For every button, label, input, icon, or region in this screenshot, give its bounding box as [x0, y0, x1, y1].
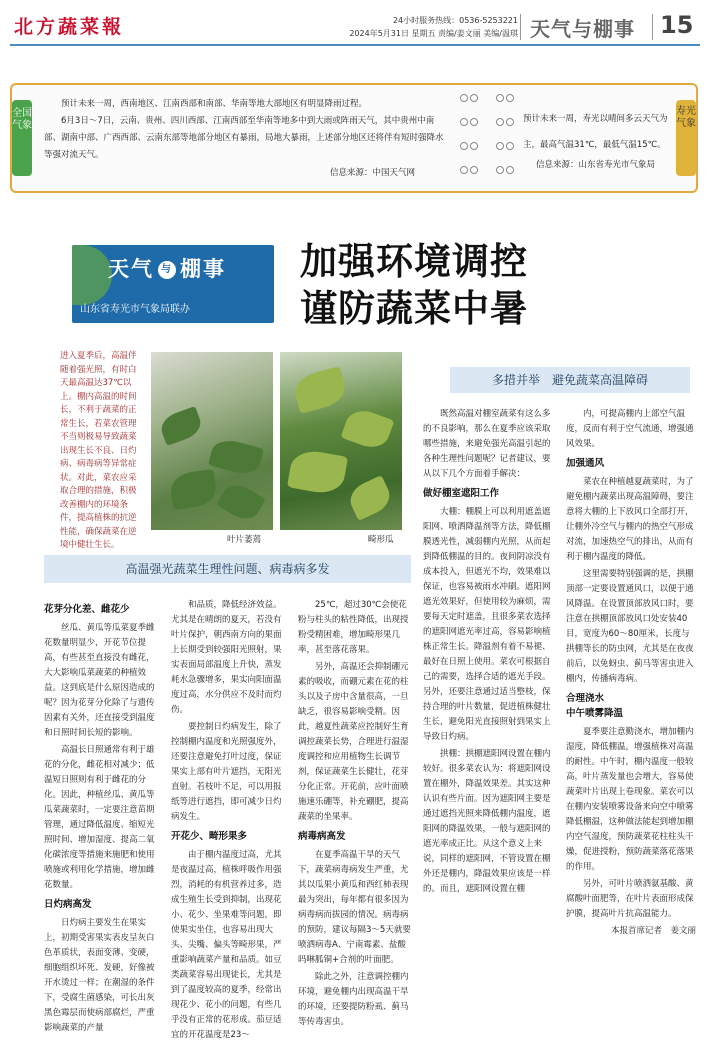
binder-ring-icon — [470, 94, 478, 102]
binder-ring-icon — [460, 166, 468, 174]
binder-ring-icon — [496, 118, 504, 126]
binder-ring-icon — [506, 94, 514, 102]
binder-ring-icon — [506, 166, 514, 174]
section-heading-right: 多措并举 避免蔬菜高温障碍 — [450, 367, 690, 393]
national-forecast-p1: 预计未来一周，西南地区、江南西部和南部、华南等地大部地区有明显降雨过程。 — [61, 99, 368, 109]
paragraph: 高温长日照通常有利于雄花的分化，雌花相对减少；低温短日照则有利于雌花的分化。因此，种植丝瓜、黄瓜等瓜菜蔬菜时，一定要注意苗期管理，通过降低温度、缩短光照时间、增加湿度、提高二氧化碳浓度等措施来施肥和使用喷施或利用化学措施，增加雌花数量。 — [44, 745, 155, 890]
section-heading-left: 高温强光蔬菜生理性问题、病毒病多发 — [44, 555, 411, 583]
subheading: 加强通风 — [566, 458, 605, 469]
column-logo-title: 天气 与 棚事 — [108, 257, 226, 281]
subheading: 花芽分化差、雌花少 — [44, 604, 130, 615]
paragraph: 除此之外，注意调控棚内环境，避免棚内出现高温干旱的环境，还要提防粉虱、蓟马等传毒害虫。 — [298, 972, 409, 1027]
binder-ring-icon — [496, 94, 504, 102]
paragraph: 要控制日灼病发生，除了控制棚内温度和光照强度外，还要注意避免打叶过度，保证果实上部有叶片遮挡，无阳光直射。若枝叶不足，可以用报纸等进行遮挡，即可减少日灼病发生。 — [171, 722, 282, 822]
hotline: 24小时服务热线：0536-5253221 — [392, 16, 518, 25]
page-number: 15 — [660, 11, 694, 39]
national-weather-tab: 全国气象 — [12, 100, 32, 176]
binder-ring-icon — [506, 118, 514, 126]
paragraph: 这里需要特别强调的是，拱棚顶部一定要设置通风口，以便于通风降温。在设置顶部放风口时，要注意在拱棚顶部放风口处安装40目，宽度为60～80厘米，长度与拱棚等长的防虫网，尤其是在夜夜前后，以免蚜虫、蓟马等害虫进入棚内，传播病毒病。 — [566, 569, 694, 684]
masthead-info — [318, 14, 518, 40]
paragraph: 夏季要注意勤浇水，增加棚内湿度，降低棚温，增强植株对高温的耐性。中午时，棚内温度一般较高，叶片蒸发量也会增大，容易使蔬菜叶片出现上卷现象。菜农可以在棚内安装喷雾设备来向空中喷雾降低棚温，这种做法能起到增加棚内空气湿度，预防蔬菜花柱柱头干燥，促进授粉，预防蔬菜落花落果的作用。 — [566, 727, 694, 872]
article-column-5 — [566, 407, 696, 939]
paragraph: 另外，高温还会抑制硼元素的吸收，而硼元素在花的柱头以及子房中含量很高，一旦缺乏，很容易影响受精。因此，越夏性蔬菜应控制好生育调控蔬菜长势，合理进行温湿度调控和应用植物生长调节剂，保证蔬菜生长健壮，花芽分化正常。开花前，应叶面喷施速乐硼等，补充硼肥，提高蔬菜的坐果率。 — [298, 662, 409, 822]
paragraph: 由于棚内温度过高，尤其是夜温过高，植株呼吸作用强烈，消耗的有机营养过多，造成生殖生长受到抑制，出现花小、花少、坐果难等问题，即使果实坐住，也容易出现大头、尖嘴、偏头等畸形果，严重影响蔬菜产量和品质。如豆类蔬菜容易出现徒长，尤其是到了温度较高的夏季，经常出现花少、花小的问题，有些几乎没有正常的花形成。茄豆适宜的开花温度是23～ — [171, 850, 282, 1040]
local-source: 信息来源：山东省寿光市气象局 — [536, 160, 656, 170]
divider — [652, 14, 653, 40]
binder-ring-icon — [460, 118, 468, 126]
photo-wilted-leaves — [151, 352, 273, 530]
paragraph: 日灼病主要发生在果实上，初期受害果实表皮呈灰白色革质状，表面变薄、变硬，细胞组织坏死、发硬，好像被开水烫过一样；在潮湿的条件下，受腐生菌感染，可长出灰黑色霉层而使病部腐烂，严重影响蔬菜的产量 — [44, 918, 155, 1033]
subheading: 做好棚室遮阳工作 — [423, 488, 500, 499]
paragraph: 丝瓜、黄瓜等瓜菜夏季雌花数量明显少，开花节位提高，有些甚至直接没有雌花，大大影响瓜菜蔬菜的种植效益。这到底是什么原因造成的呢？因为花芽分化除了与遗传因素有关外，还直接受到温度和日照时间长短的影响。 — [44, 623, 155, 738]
subheading: 合理浇水 — [566, 693, 605, 704]
binder-ring-icon — [460, 142, 468, 150]
local-forecast: 预计未来一周，寿光以晴间多云天气为主，最高气温31℃，最低气温15℃。 — [523, 114, 668, 150]
binder-ring-icon — [506, 142, 514, 150]
paragraph: 内，可提高棚内上部空气温度，反而有利于空气流通，增强通风效果。 — [566, 409, 694, 449]
binder-ring-icon — [470, 166, 478, 174]
paragraph: 25℃，超过30℃会使花粉与柱头的粘性降低，出现授粉受精困难，增加畸形果几率，甚至落花落果。 — [298, 600, 409, 655]
national-forecast — [44, 96, 444, 164]
subheading: 中午喷雾降温 — [566, 708, 624, 719]
paragraph: 和品质，降低经济效益。尤其是在晴朗的夏天，若没有叶片保护，朝西南方向的果面上长期受到较强阳光照射，果实表面局部温度上升快，蒸发耗水急骤增多，果实向阳面温度过高，水分供应不及时而灼伤。 — [171, 600, 282, 715]
masthead-rule — [10, 44, 700, 46]
photo-deformed-cucumber — [280, 352, 402, 530]
byline: 本报首席记者 姜文丽 — [610, 926, 696, 936]
binder-ring-icon — [496, 142, 504, 150]
article-column-4 — [423, 407, 551, 899]
subheading: 病毒病高发 — [298, 831, 346, 842]
photo-caption: 叶片萎蔫 — [227, 535, 262, 545]
binder-ring-icon — [470, 142, 478, 150]
national-forecast-p2: 6月3日～7日，云南、贵州、四川西部、江南西部至华南等地多中到大雨或阵雨天气，其中贵州中南部、湖南中部、广西西部、云南东部等地部分地区有暴雨，局地大暴雨，上述部分地区还将伴有短时强降水等强对流天气。 — [44, 116, 444, 160]
binder-ring-icon — [496, 166, 504, 174]
headline-line2: 谨防蔬菜中暑 — [300, 286, 528, 330]
paragraph: 既然高温对棚室蔬菜有这么多的不良影响，那么在夏季应该采取哪些措施，来避免强光高温引起的各种生理性问题呢？记者建议，要从以下几个方面着手解决： — [423, 409, 551, 479]
paragraph: 菜农在种植越夏蔬菜时，为了避免棚内蔬菜出现高温障碍，要注意将大棚的上下放风口全部打开，让棚外冷空气与棚内的热空气形成对流，加速热空气的排出，从而有利于棚内温度的降低。 — [566, 477, 694, 562]
paragraph: 拱棚：拱棚遮阳网设置在棚内较好。很多菜农认为：将遮阳网设置在棚外，降温效果差。其实这种认识有些片面。因为遮阳网主要是通过遮挡光照来降低棚内温度，遮阳网的降温效果，一般与遮阳网的遮光率成正比。从这个意义上来说，同样的遮阳网，不管设置在棚外还是棚内，降温效果应该是一样的。而且，遮阳网设置在棚 — [423, 749, 551, 894]
national-source: 信息来源：中国天气网 — [330, 168, 416, 178]
map-icon — [72, 245, 112, 305]
paragraph: 在夏季高温干旱的天气下，蔬菜病毒病发生严重，尤其以瓜果小黄瓜和西红柿表现最为突出，每年都有很多因为病毒病而拔园的情况。病毒病的预防，建议每隔3～5天就要喷洒病毒A、宁南霉素、盐酸吗啉胍铜+合剂的叶面肥。 — [298, 850, 411, 965]
local-weather-tab: 寿光气象 — [676, 100, 696, 176]
headline-line1: 加强环境调控 — [300, 239, 528, 283]
article-column-2 — [171, 598, 285, 1045]
divider — [520, 14, 521, 40]
headline — [300, 238, 660, 332]
subheading: 开花少、畸形果多 — [171, 831, 248, 842]
article-column-1 — [44, 598, 158, 1038]
binder-ring-icon — [470, 118, 478, 126]
paragraph: 另外，可叶片喷洒氨基酸、黄腐酸叶面肥等，在叶片表面形成保护膜，提高叶片抗高温能力。 — [566, 879, 694, 919]
subheading: 日灼病高发 — [44, 899, 92, 910]
column-logo — [72, 245, 274, 323]
paragraph: 大棚：棚膜上可以利用遮盖遮阳网、喷洒降温剂等方法，降低棚膜透光性，减弱棚内光照，从而起到降低棚温的目的。夜间阴凉没有成本投入，但遮光不均，效果难以保证，也容易被雨水冲刷。遮阳网遮光效果好，但使用较为麻烦，需要每天定时遮盖，且很多菜农选择的遮阳网遮光率过高，容易影响植株正常生长。降温剂有着不易褪、最好在日照上使用。菜农可根据自己的需要，选择合适的遮光手段。另外，还要注意通过适当整枝，保持合理的叶片数量，促进植株健壮生长，避免阳光直接照射到果实上导致日灼病。 — [423, 507, 551, 742]
binder-ring-icon — [460, 94, 468, 102]
newspaper-logo: 北方蔬菜報 — [14, 16, 125, 38]
lede: 进入夏季后，高温伴随着强光照，有时白天最高温达37℃以上。棚内高温的时间长，不利于蔬菜的正常生长，若菜农管理不当则极易导致蔬菜出现生长不良、日灼病、病毒病等异常症状。对此，菜农应采取合理的措施，积极改善棚内的环境条件，提高植株的抗逆性能，确保蔬菜在逆境中健壮生长。 — [60, 351, 137, 550]
photo-caption: 畸形瓜 — [368, 535, 394, 545]
article-column-3 — [298, 598, 412, 1032]
section-title: 天气与棚事 — [530, 17, 635, 41]
date-line: 2024年5月31日 星期五 责编/姜文丽 美编/温琪 — [349, 29, 518, 38]
column-logo-subtitle: 山东省寿光市气象局联办 — [80, 304, 190, 315]
